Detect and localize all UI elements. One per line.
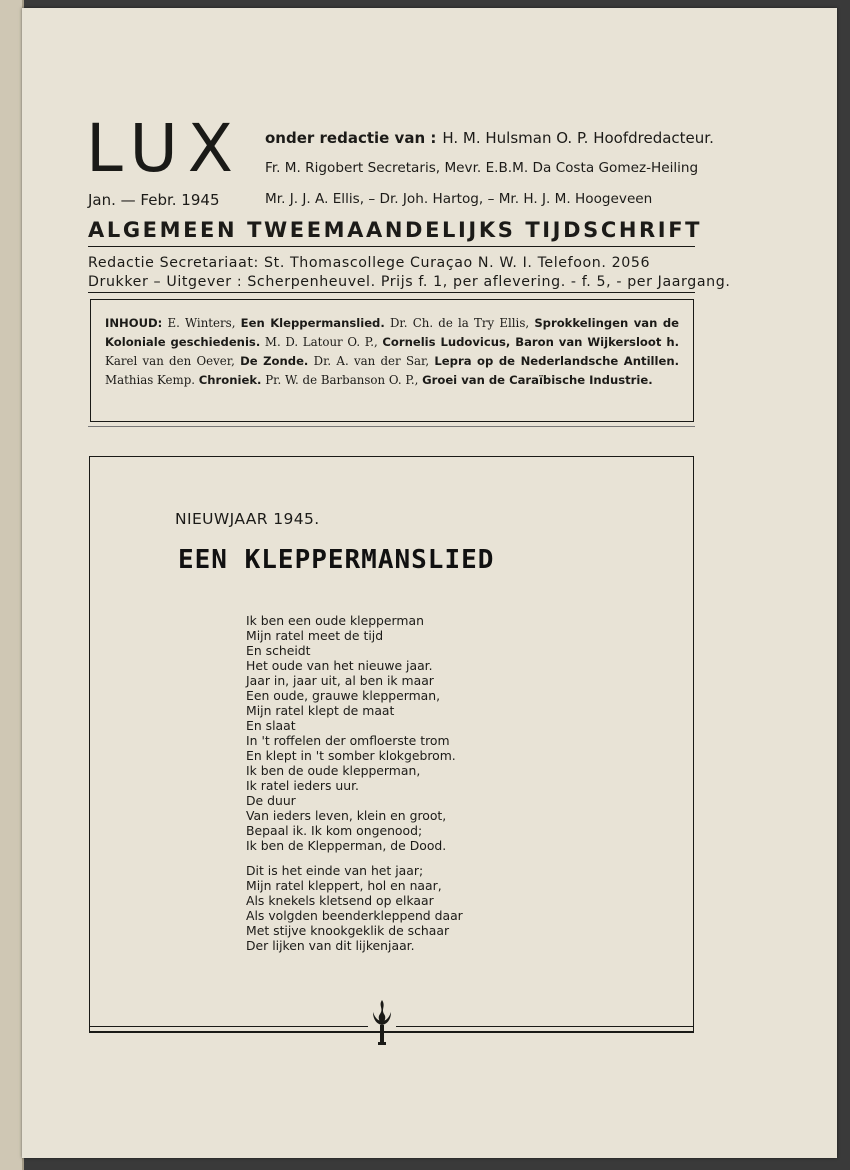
contents-label: INHOUD: [105, 316, 163, 330]
poem-line: Het oude van het nieuwe jaar. [246, 658, 433, 673]
poem-line: Mijn ratel klept de maat [246, 703, 395, 718]
poem-line: Ik ben de oude klepperman, [246, 763, 421, 778]
contents-author: Dr. A. van der Sar, [313, 354, 430, 368]
contents-title: Sprokkelingen van de Koloniale geschiedenis. [105, 316, 680, 349]
poem-line: Bepaal ik. Ik kom ongenood; [246, 823, 423, 838]
contents-title: Cornelis Ludovicus, Baron van Wijkersloot h. [382, 335, 679, 349]
contents-author: Dr. Ch. de la Try Ellis, [389, 316, 530, 330]
poem-stanza-2 [246, 863, 463, 953]
editorial-line-2: Fr. M. Rigobert Secretaris, Mevr. E.B.M. Da Costa Gomez-Heiling [265, 160, 699, 176]
divider-rule [88, 426, 695, 427]
contents-title: Een Kleppermanslied. [240, 316, 385, 330]
contents-author: M. D. Latour O. P., [264, 335, 378, 349]
contents-author: Karel van den Oever, [105, 354, 235, 368]
editorial-label: onder redactie van : [265, 129, 437, 147]
poem-line: En scheidt [246, 643, 311, 658]
contents-title: De Zonde. [240, 354, 309, 368]
contents-author: E. Winters, [167, 316, 236, 330]
poem-line: Der lijken van dit lijkenjaar. [246, 938, 415, 953]
poem-line: En klept in 't somber klokgebrom. [246, 748, 456, 763]
editorial-line-3: Mr. J. J. A. Ellis, – Dr. Joh. Hartog, – Mr. H. J. M. Hoogeveen [265, 191, 653, 207]
contents-title: Chroniek. [198, 373, 262, 387]
poem-title: EEN KLEPPERMANSLIED [178, 545, 495, 575]
poem-line: Een oude, grauwe klepperman, [246, 688, 441, 703]
poem-line: Als knekels kletsend op elkaar [246, 893, 434, 908]
poem-line: Dit is het einde van het jaar; [246, 863, 424, 878]
divider-rule [88, 292, 695, 293]
publisher-info: Drukker – Uitgever : Scherpenheuvel. Prijs f. 1, per aflevering. - f. 5, - per Jaargang. [88, 274, 731, 290]
torch-ornament-icon [368, 998, 396, 1048]
editorial-chief: H. M. Hulsman O. P. Hoofdredacteur. [442, 129, 714, 147]
poem-line: Ik ratel ieders uur. [246, 778, 359, 793]
editorial-line-1 [265, 129, 714, 147]
book-spine-edge [0, 0, 24, 1170]
poem-box [89, 456, 694, 1032]
secretariat-info: Redactie Secretariaat: St. Thomascollege Curaçao N. W. I. Telefoon. 2056 [88, 255, 651, 271]
divider-rule [88, 246, 695, 247]
contents-box [90, 299, 694, 422]
poem-line: Jaar in, jaar uit, al ben ik maar [246, 673, 434, 688]
contents-author: Mathias Kemp. [105, 373, 196, 387]
issue-date: Jan. — Febr. 1945 [88, 191, 220, 209]
poem-line: Met stijve knookgeklik de schaar [246, 923, 450, 938]
contents-author: Pr. W. de Barbanson O. P., [265, 373, 419, 387]
contents-title: Lepra op de Nederlandsche Antillen. [434, 354, 680, 368]
poem-stanza-1 [246, 613, 456, 853]
magazine-subtitle: ALGEMEEN TWEEMAANDELIJKS TIJDSCHRIFT [88, 218, 703, 242]
poem-line: In 't roffelen der omfloerste trom [246, 733, 450, 748]
poem-line: Van ieders leven, klein en groot, [246, 808, 447, 823]
contents-title: Groei van de Caraïbische Industrie. [422, 373, 653, 387]
poem-line: Mijn ratel kleppert, hol en naar, [246, 878, 442, 893]
poem-line: Ik ben de Klepperman, de Dood. [246, 838, 447, 853]
poem-line: En slaat [246, 718, 296, 733]
poem-line: Ik ben een oude klepperman [246, 613, 424, 628]
poem-line: Als volgden beenderkleppend daar [246, 908, 463, 923]
magazine-page [22, 8, 837, 1158]
poem-heading: NIEUWJAAR 1945. [175, 510, 320, 528]
poem-line: Mijn ratel meet de tijd [246, 628, 384, 643]
magazine-title: LUX [86, 110, 244, 187]
poem-line: De duur [246, 793, 296, 808]
